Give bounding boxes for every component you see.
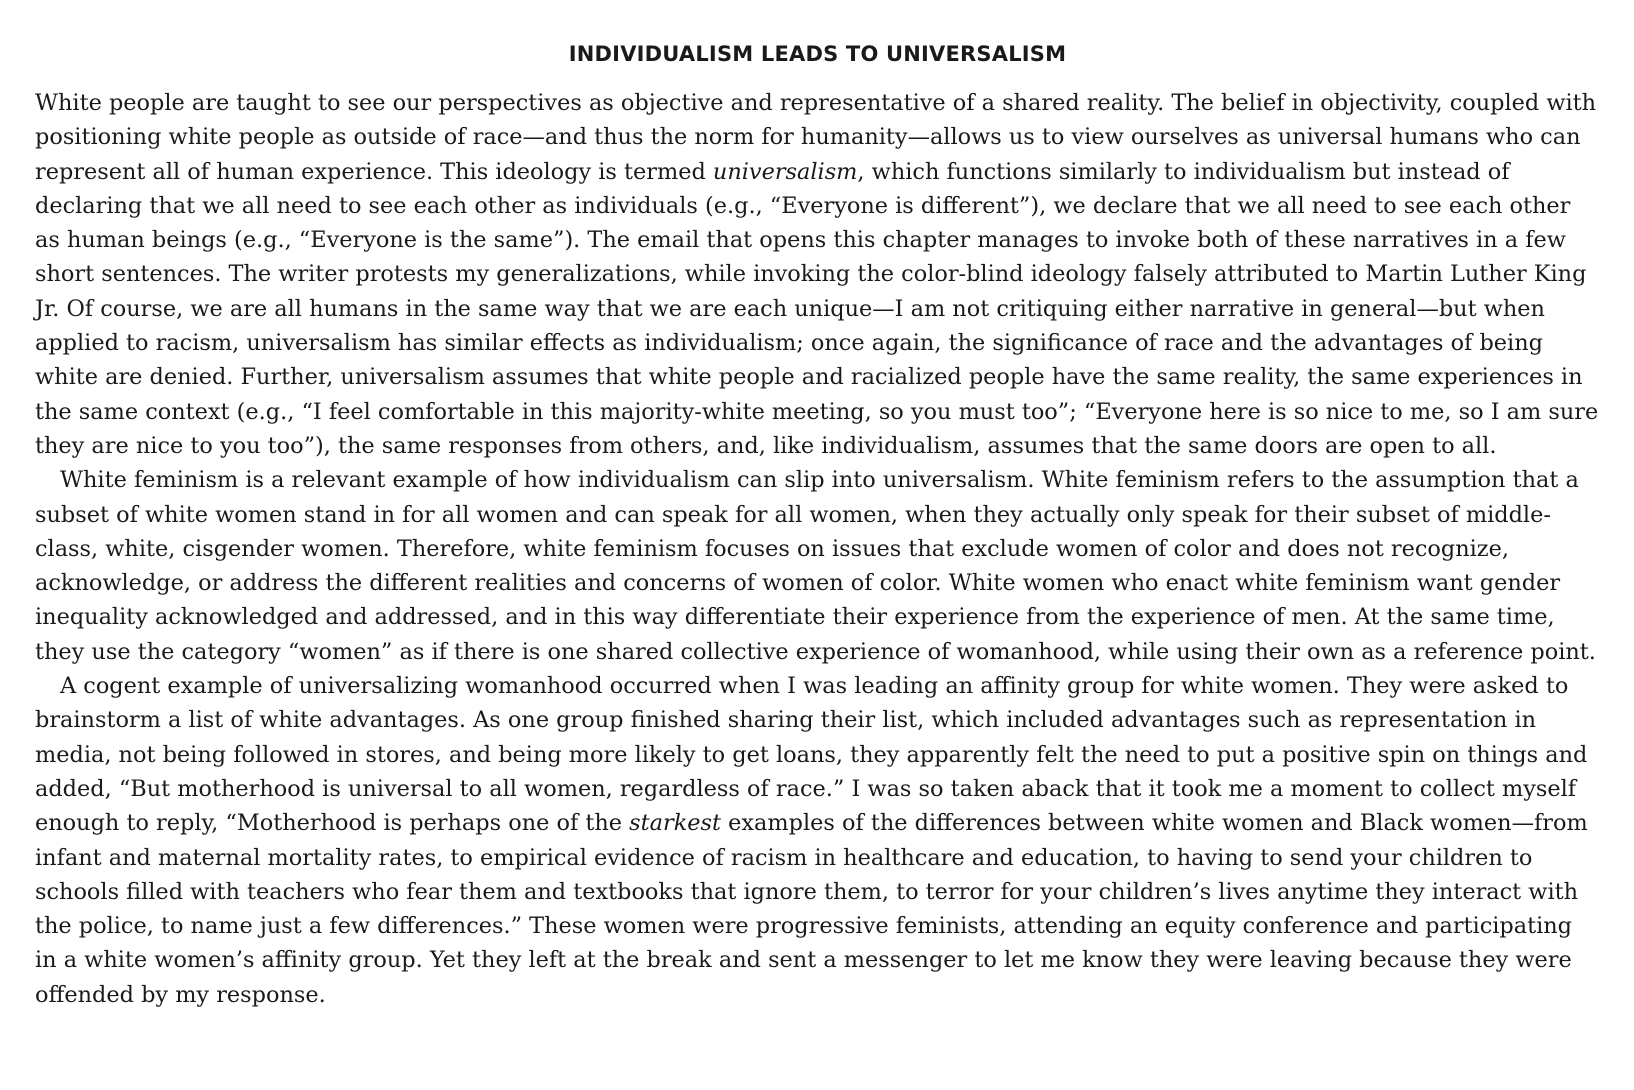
paragraph-text: A cogent example of universalizing womanhood occurred when I was leading an affinity group for white women. They were asked to brainstorm a list of white advantages. As one group finished sharing their list, which included advantages such as representation in media, not being followed in stores, and being more likely to get loans, they apparently felt the need to put a positive spin on things and added, “But motherhood is universal to all women, regardless of race.” I was so taken aback that it took me a moment to collect myself enough to reply, “Motherhood is perhaps one of the	[35, 673, 1588, 837]
paragraph-white-feminism	[35, 463, 1600, 669]
emphasis-starkest: starkest	[629, 810, 722, 837]
paragraph-text: White people are taught to see our perspectives as objective and representative of a shared reality. The belief in objectivity, coupled with positioning white people as outside of race—and thus the norm for humanity—allows us to view ourselves as universal humans who can represent all of human experience. This ideology is termed	[35, 90, 1597, 185]
emphasis-universalism: universalism	[712, 158, 858, 185]
paragraph-motherhood-example	[35, 669, 1600, 1012]
section-heading: INDIVIDUALISM LEADS TO UNIVERSALISM	[568, 42, 1067, 66]
book-page	[35, 40, 1600, 1012]
paragraph-text: White feminism is a relevant example of how individualism can slip into universalism. White feminism refers to the assumption that a subset of white women stand in for all women and can speak for all women, when they actually only speak for their subset of middle-class, white, cisgender women. Therefore, white feminism focuses on issues that exclude women of color and does not recognize, acknowledge, or address the different realities and concerns of women of color. White women who enact white feminism want gender inequality acknowledged and addressed, and in this way differentiate their experience from the experience of men. At the same time, they use the category “women” as if there is one shared collective experience of womanhood, while using their own as a reference point.	[35, 467, 1596, 665]
paragraph-text: examples of the differences between white women and Black women—from infant and maternal mortality rates, to empirical evidence of racism in healthcare and education, to having to send your children to schools filled with teachers who fear them and textbooks that ignore them, to terror for your children’s lives anytime they interact with the police, to name just a few differences.” These women were progressive feminists, attending an equity conference and participating in a white women’s affinity group. Yet they left at the break and sent a messenger to let me know they were leaving because they were offended by my response.	[35, 810, 1588, 1008]
paragraph-text: , which functions similarly to individualism but instead of declaring that we all need to see each other as individuals (e.g., “Everyone is different”), we declare that we all need to see each other as human beings (e.g., “Everyone is the same”). The email that opens this chapter manages to invoke both of these narratives in a few short sentences. The writer protests my generalizations, while invoking the color-blind ideology falsely attributed to Martin Luther King Jr. Of course, we are all humans in the same way that we are each unique—I am not critiquing either narrative in general—but when applied to racism, universalism has similar effects as individualism; once again, the significance of race and the advantages of being white are denied. Further, universalism assumes that white people and racialized people have the same reality, the same experiences in the same context (e.g., “I feel comfortable in this majority-white meeting, so you must too”; “Everyone here is so nice to me, so I am sure they are nice to you too”), the same responses from others, and, like individualism, assumes that the same doors are open to all.	[35, 158, 1599, 459]
paragraph-universalism	[35, 86, 1600, 463]
